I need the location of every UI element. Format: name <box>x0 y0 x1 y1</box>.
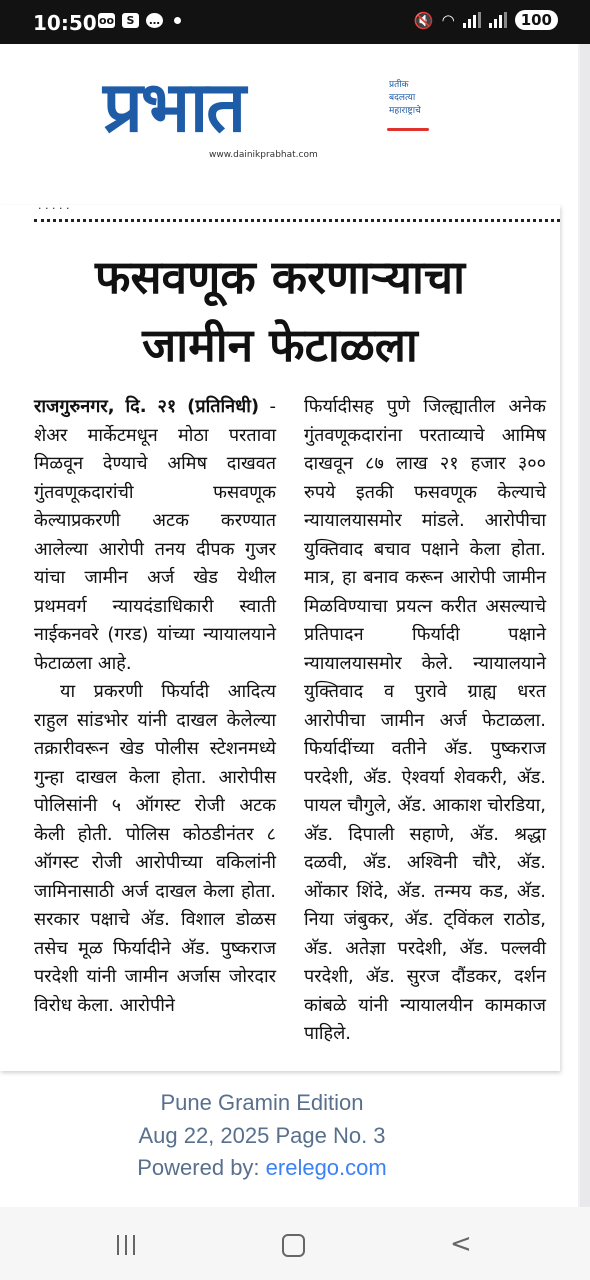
article-clipping <box>0 205 560 1071</box>
edition-date-page: Aug 22, 2025 Page No. 3 <box>138 1123 386 1148</box>
chat-icon: … <box>146 13 163 28</box>
erelego-link[interactable]: erelego.com <box>265 1155 387 1180</box>
status-time: 10:50 <box>33 11 97 35</box>
mute-icon: 🔇 <box>413 10 434 30</box>
article-dateline: राजगुरुनगर, दि. २१ (प्रतिनिधी) <box>34 396 260 417</box>
status-bar <box>0 0 590 44</box>
system-icons <box>414 10 558 30</box>
logo-swoosh <box>387 128 429 131</box>
navigation-bar <box>0 1207 590 1280</box>
col1-paragraph-1: - शेअर मार्केटमधून मोठा परतावा मिळवून देण्याचे अमिष दाखवत गुंतवणूकदारांची फसवणूक केल्याप्रकरणी अटक करण्यात आलेल्या आरोपी तनय दीपक गुजर यांचा जामीन अर्ज खेड येथील प्रथमवर्ग न्यायदंडाधिकारी स्वाती नाईकनवरे (गरड) यांच्या न्यायालयाने फेटाळला आहे. <box>34 396 277 674</box>
dotted-divider <box>34 219 560 222</box>
home-button[interactable] <box>282 1234 305 1257</box>
headline-line-2: जामीन फेटाळला <box>142 318 418 372</box>
recents-button[interactable] <box>117 1235 135 1255</box>
article-top-fragment: . . . . . <box>38 205 70 212</box>
scrollbar[interactable] <box>580 44 590 1207</box>
col1-paragraph-2: या प्रकरणी फिर्यादी आदित्य राहुल सांडभोर यांनी दाखल केलेल्या तक्रारीवरून खेड पोलीस स्टेशनमध्ये गुन्हा दाखल केला होता. आरोपीस पोलिसांनी ५ ऑगस्ट रोजी अटक केली होती. पोलिस कोठडीनंतर ८ ऑगस्ट रोजी आरोपीच्या वकिलांनी जामिनासाठी अर्ज दाखल केला होता. सरकार पक्षाचे अ‍ॅड. विशाल डोळस तसेच मूळ फिर्यादीने अ‍ॅड. पुष्कराज परदेशी यांनी जामीन अर्जास जोरदार विरोध केला. आरोपीने <box>34 681 276 1016</box>
voicemail-icon: oo <box>98 14 115 27</box>
signal-icon-2 <box>489 12 507 28</box>
more-notifications-dot <box>174 17 181 24</box>
headline-line-1: फसवणूक करणाऱ्याचा <box>95 250 465 304</box>
logo-wordmark: प्रभात <box>103 66 245 148</box>
battery-icon: 100 <box>515 10 558 30</box>
signal-icon <box>463 12 481 28</box>
back-button[interactable]: < <box>450 1229 472 1259</box>
powered-by-label: Powered by: <box>137 1155 266 1180</box>
article-column-2 <box>304 393 546 1049</box>
prabhat-logo <box>103 66 421 160</box>
s-app-icon: S <box>122 13 139 28</box>
col2-paragraph-1: फिर्यादीसह पुणे जिल्ह्यातील अनेक गुंतवणूकदारांना परताव्याचे आमिष दाखवून ८७ लाख २१ हजार ३०० रुपये इतकी फसवणूक केल्याचे न्यायालयासमोर मांडले. आरोपीचा युक्तिवाद बचाव पक्षाने केला होता. मात्र, हा बनाव करून आरोपी जामीन मिळविण्याचा प्रयत्न करीत असल्याचे प्रतिपादन फिर्यादी पक्षाने न्यायालयासमोर केले. न्यायालयाने युक्तिवाद व पुरावे ग्राह्य धरत आरोपीचा जामीन अर्ज फेटाळला. फिर्यादींच्या वतीने अ‍ॅड. पुष्कराज परदेशी, अ‍ॅड. ऐश्वर्या शेवकरी, अ‍ॅड. पायल चौगुले, अ‍ॅड. आकाश चोरडिया, अ‍ॅड. दिपाली सहाणे, अ‍ॅड. श्रद्धा दळवी, अ‍ॅड. अश्विनी चौरे, अ‍ॅड. ओंकार शिंदे, अ‍ॅड. तन्मय कड, अ‍ॅड. निया जंबुकर, अ‍ॅड. ट्विंकल राठोड, अ‍ॅड. अतेज्ञा परदेशी, अ‍ॅड. पल्लवी परदेशी, अ‍ॅड. सुरज दौंडकर, दर्शन कांबळे यांनी न्यायालयीन कामकाज पाहिले. <box>304 396 546 1044</box>
article-headline <box>0 243 560 379</box>
wifi-icon: ◠ <box>441 11 455 29</box>
notification-icons <box>98 13 181 28</box>
edition-name: Pune Gramin Edition <box>160 1090 364 1115</box>
article-column-1 <box>34 393 276 1020</box>
powered-by <box>0 1155 524 1181</box>
logo-url: www.dainikprabhat.com <box>209 150 318 160</box>
logo-tagline: प्रतीक बदलत्या महाराष्ट्राचे <box>389 80 421 116</box>
